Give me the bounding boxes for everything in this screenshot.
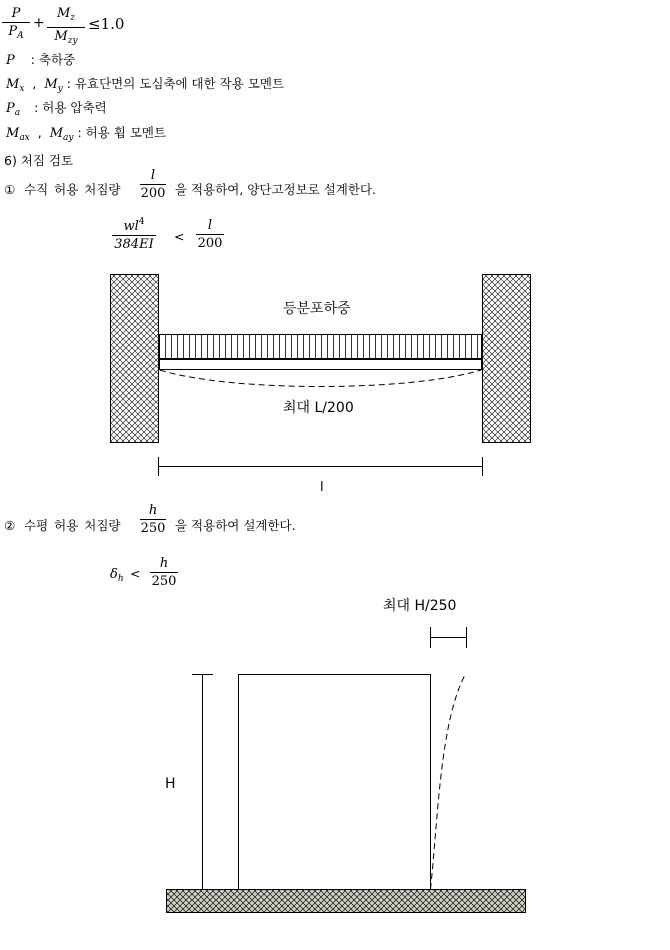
def-desc: : 유효단면의 도심축에 대한 작용 모멘트 [66, 76, 285, 91]
height-label: H [165, 776, 176, 792]
def-sub: x [19, 84, 25, 94]
item1-text-after: 을 적용하여, 양단고정보로 설계한다. [175, 182, 376, 197]
formula-p-den: P [8, 24, 18, 39]
beam-deflection-curve [160, 370, 481, 387]
formula-m-num: M [56, 6, 71, 21]
formula2-rhs-num: h [159, 556, 169, 571]
formula-m-den: M [54, 29, 68, 44]
item1-marker: ① [4, 182, 16, 197]
formula1-lhs-den: 384EI [114, 237, 154, 252]
formula-m-num-sub: z [70, 13, 76, 23]
formula1-rhs-num: l [207, 218, 213, 233]
definition-mx-my: $M_x$ , $M_y$ : 유효단면의 도심축에 대한 작용 모멘트 [6, 76, 285, 94]
item2-frac-num: h [148, 503, 158, 518]
def-desc: : 허용 휨 모멘트 [77, 125, 167, 140]
formula1-lhs-sup: 4 [138, 217, 145, 227]
item1-text-before: 수직 허용 처짐량 [24, 182, 121, 197]
uniform-load-label: 등분포하중 [283, 301, 351, 317]
beam [160, 360, 482, 370]
def-sub: ax [19, 133, 30, 143]
definition-max-may: $M_{ax}$ , $M_{ay}$ : 허용 휨 모멘트 [6, 125, 167, 143]
item2-marker: ② [4, 518, 16, 533]
ground-hatch [167, 890, 526, 913]
max-drift-label: 최대 H/250 [383, 598, 457, 614]
formula1-lt: < [174, 229, 185, 244]
def-sub2: ay [63, 133, 74, 143]
max-deflection-label: 최대 L/200 [283, 400, 354, 416]
def-symbol: M [6, 126, 20, 141]
def-symbol: P [6, 53, 15, 68]
formula1-lhs-num: wl [123, 219, 139, 234]
item2-fraction [140, 503, 166, 536]
def-symbol2: M [44, 77, 58, 92]
formula-rhs: ≤1.0 [88, 15, 125, 33]
item2-frac-den: 250 [140, 521, 166, 536]
formula-m-den-sub: zy [67, 36, 78, 46]
formula2-rhs-den: 250 [151, 574, 177, 589]
item1-frac-num: l [150, 168, 156, 183]
def-desc: : 허용 압축력 [34, 100, 107, 115]
item1-frac-den: 200 [140, 186, 166, 201]
right-fixed-support [483, 275, 531, 443]
item2-text-before: 수평 허용 처짐량 [24, 518, 121, 533]
lateral-deflection-curve [431, 673, 467, 889]
def-symbol: M [6, 77, 20, 92]
formula-p-den-sub: A [17, 31, 24, 41]
distributed-load [160, 335, 482, 359]
formula2-delta: δ [110, 567, 118, 582]
def-desc: : 축하중 [30, 52, 76, 67]
portal-frame [239, 675, 431, 890]
formula2-delta-sub: h [117, 574, 124, 584]
item2-text-after: 을 적용하여 설계한다. [175, 518, 296, 533]
formula1-rhs-den: 200 [197, 236, 223, 251]
def-symbol2: M [49, 126, 64, 141]
formula2-lt: < [130, 566, 141, 581]
def-sub: a [14, 108, 21, 118]
formula2-lhs [110, 567, 124, 584]
plus-sign: + [33, 15, 45, 31]
left-fixed-support [111, 275, 159, 443]
formula2-rhs-fraction [150, 556, 178, 589]
span-label: l [320, 480, 324, 495]
def-sub2: y [57, 84, 63, 94]
def-symbol: P [6, 101, 15, 116]
formula-p-num: P [11, 6, 21, 21]
section-title: 6) 처짐 검토 [4, 153, 74, 168]
